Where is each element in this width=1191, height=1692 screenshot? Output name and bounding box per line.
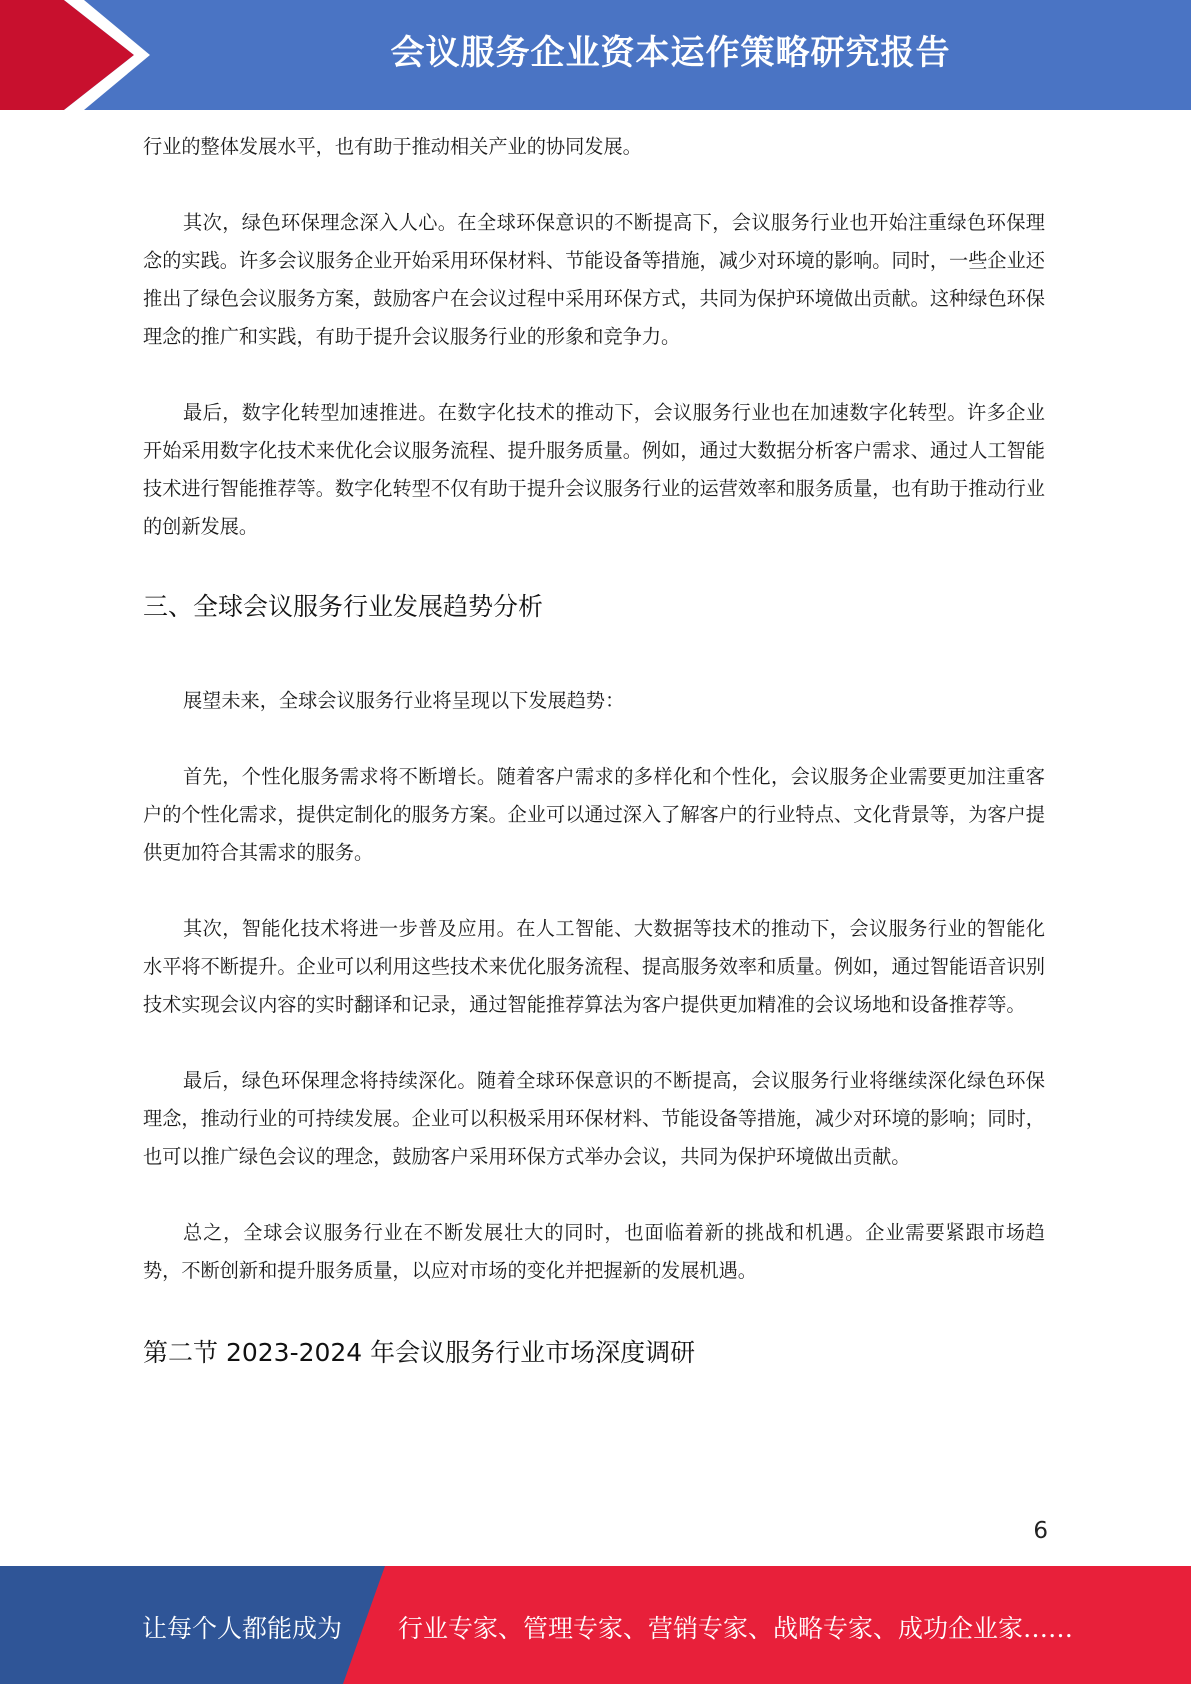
paragraph: 展望未来，全球会议服务行业将呈现以下发展趋势： xyxy=(183,689,625,712)
paragraph: 最后，绿色环保理念将持续深化。随着全球环保意识的不断提高，会议服务行业将继续深化绿色环保理念，推动行业的可持续发展。企业可以积极采用环保材料、节能设备等措施，减少对环境的影响；同时，也可以推广绿色会议的理念，鼓励客户采用环保方式举办会议，共同为保护环境做出贡献。 xyxy=(143,1069,1045,1168)
page-footer xyxy=(0,1566,1191,1684)
page-header xyxy=(0,0,1191,110)
main-content xyxy=(143,128,1045,1372)
paragraph: 行业的整体发展水平，也有助于推动相关产业的协同发展。 xyxy=(143,135,642,158)
section-heading: 三、全球会议服务行业发展趋势分析 xyxy=(143,592,544,621)
footer-slogan-left: 让每个人都能成为 xyxy=(142,1614,343,1643)
paragraph: 总之，全球会议服务行业在不断发展壮大的同时，也面临着新的挑战和机遇。企业需要紧跟市场趋势，不断创新和提升服务质量，以应对市场的变化并把握新的发展机遇。 xyxy=(143,1221,1045,1282)
footer-slogan-right: 行业专家、管理专家、营销专家、战略专家、成功企业家…… xyxy=(398,1614,1074,1643)
chapter-section-heading: 第二节 2023-2024 年会议服务行业市场深度调研 xyxy=(143,1338,696,1367)
paragraph: 其次，绿色环保理念深入人心。在全球环保意识的不断提高下，会议服务行业也开始注重绿色环保理念的实践。许多会议服务企业开始采用环保材料、节能设备等措施，减少对环境的影响。同时，一些企业还推出了绿色会议服务方案，鼓励客户在会议过程中采用环保方式，共同为保护环境做出贡献。这种绿色环保理念的推广和实践，有助于提升会议服务行业的形象和竞争力。 xyxy=(143,211,1045,348)
report-title: 会议服务企业资本运作策略研究报告 xyxy=(390,33,951,73)
page-number: 6 xyxy=(1033,1518,1048,1544)
paragraph: 其次，智能化技术将进一步普及应用。在人工智能、大数据等技术的推动下，会议服务行业的智能化水平将不断提升。企业可以利用这些技术来优化服务流程、提高服务效率和质量。例如，通过智能语音识别技术实现会议内容的实时翻译和记录，通过智能推荐算法为客户提供更加精准的会议场地和设备推荐等。 xyxy=(143,917,1045,1016)
paragraph: 最后，数字化转型加速推进。在数字化技术的推动下，会议服务行业也在加速数字化转型。许多企业开始采用数字化技术来优化会议服务流程、提升服务质量。例如，通过大数据分析客户需求、通过人工智能技术进行智能推荐等。数字化转型不仅有助于提升会议服务行业的运营效率和服务质量，也有助于推动行业的创新发展。 xyxy=(143,401,1045,538)
paragraph: 首先，个性化服务需求将不断增长。随着客户需求的多样化和个性化，会议服务企业需要更加注重客户的个性化需求，提供定制化的服务方案。企业可以通过深入了解客户的行业特点、文化背景等，为客户提供更加符合其需求的服务。 xyxy=(143,765,1045,864)
